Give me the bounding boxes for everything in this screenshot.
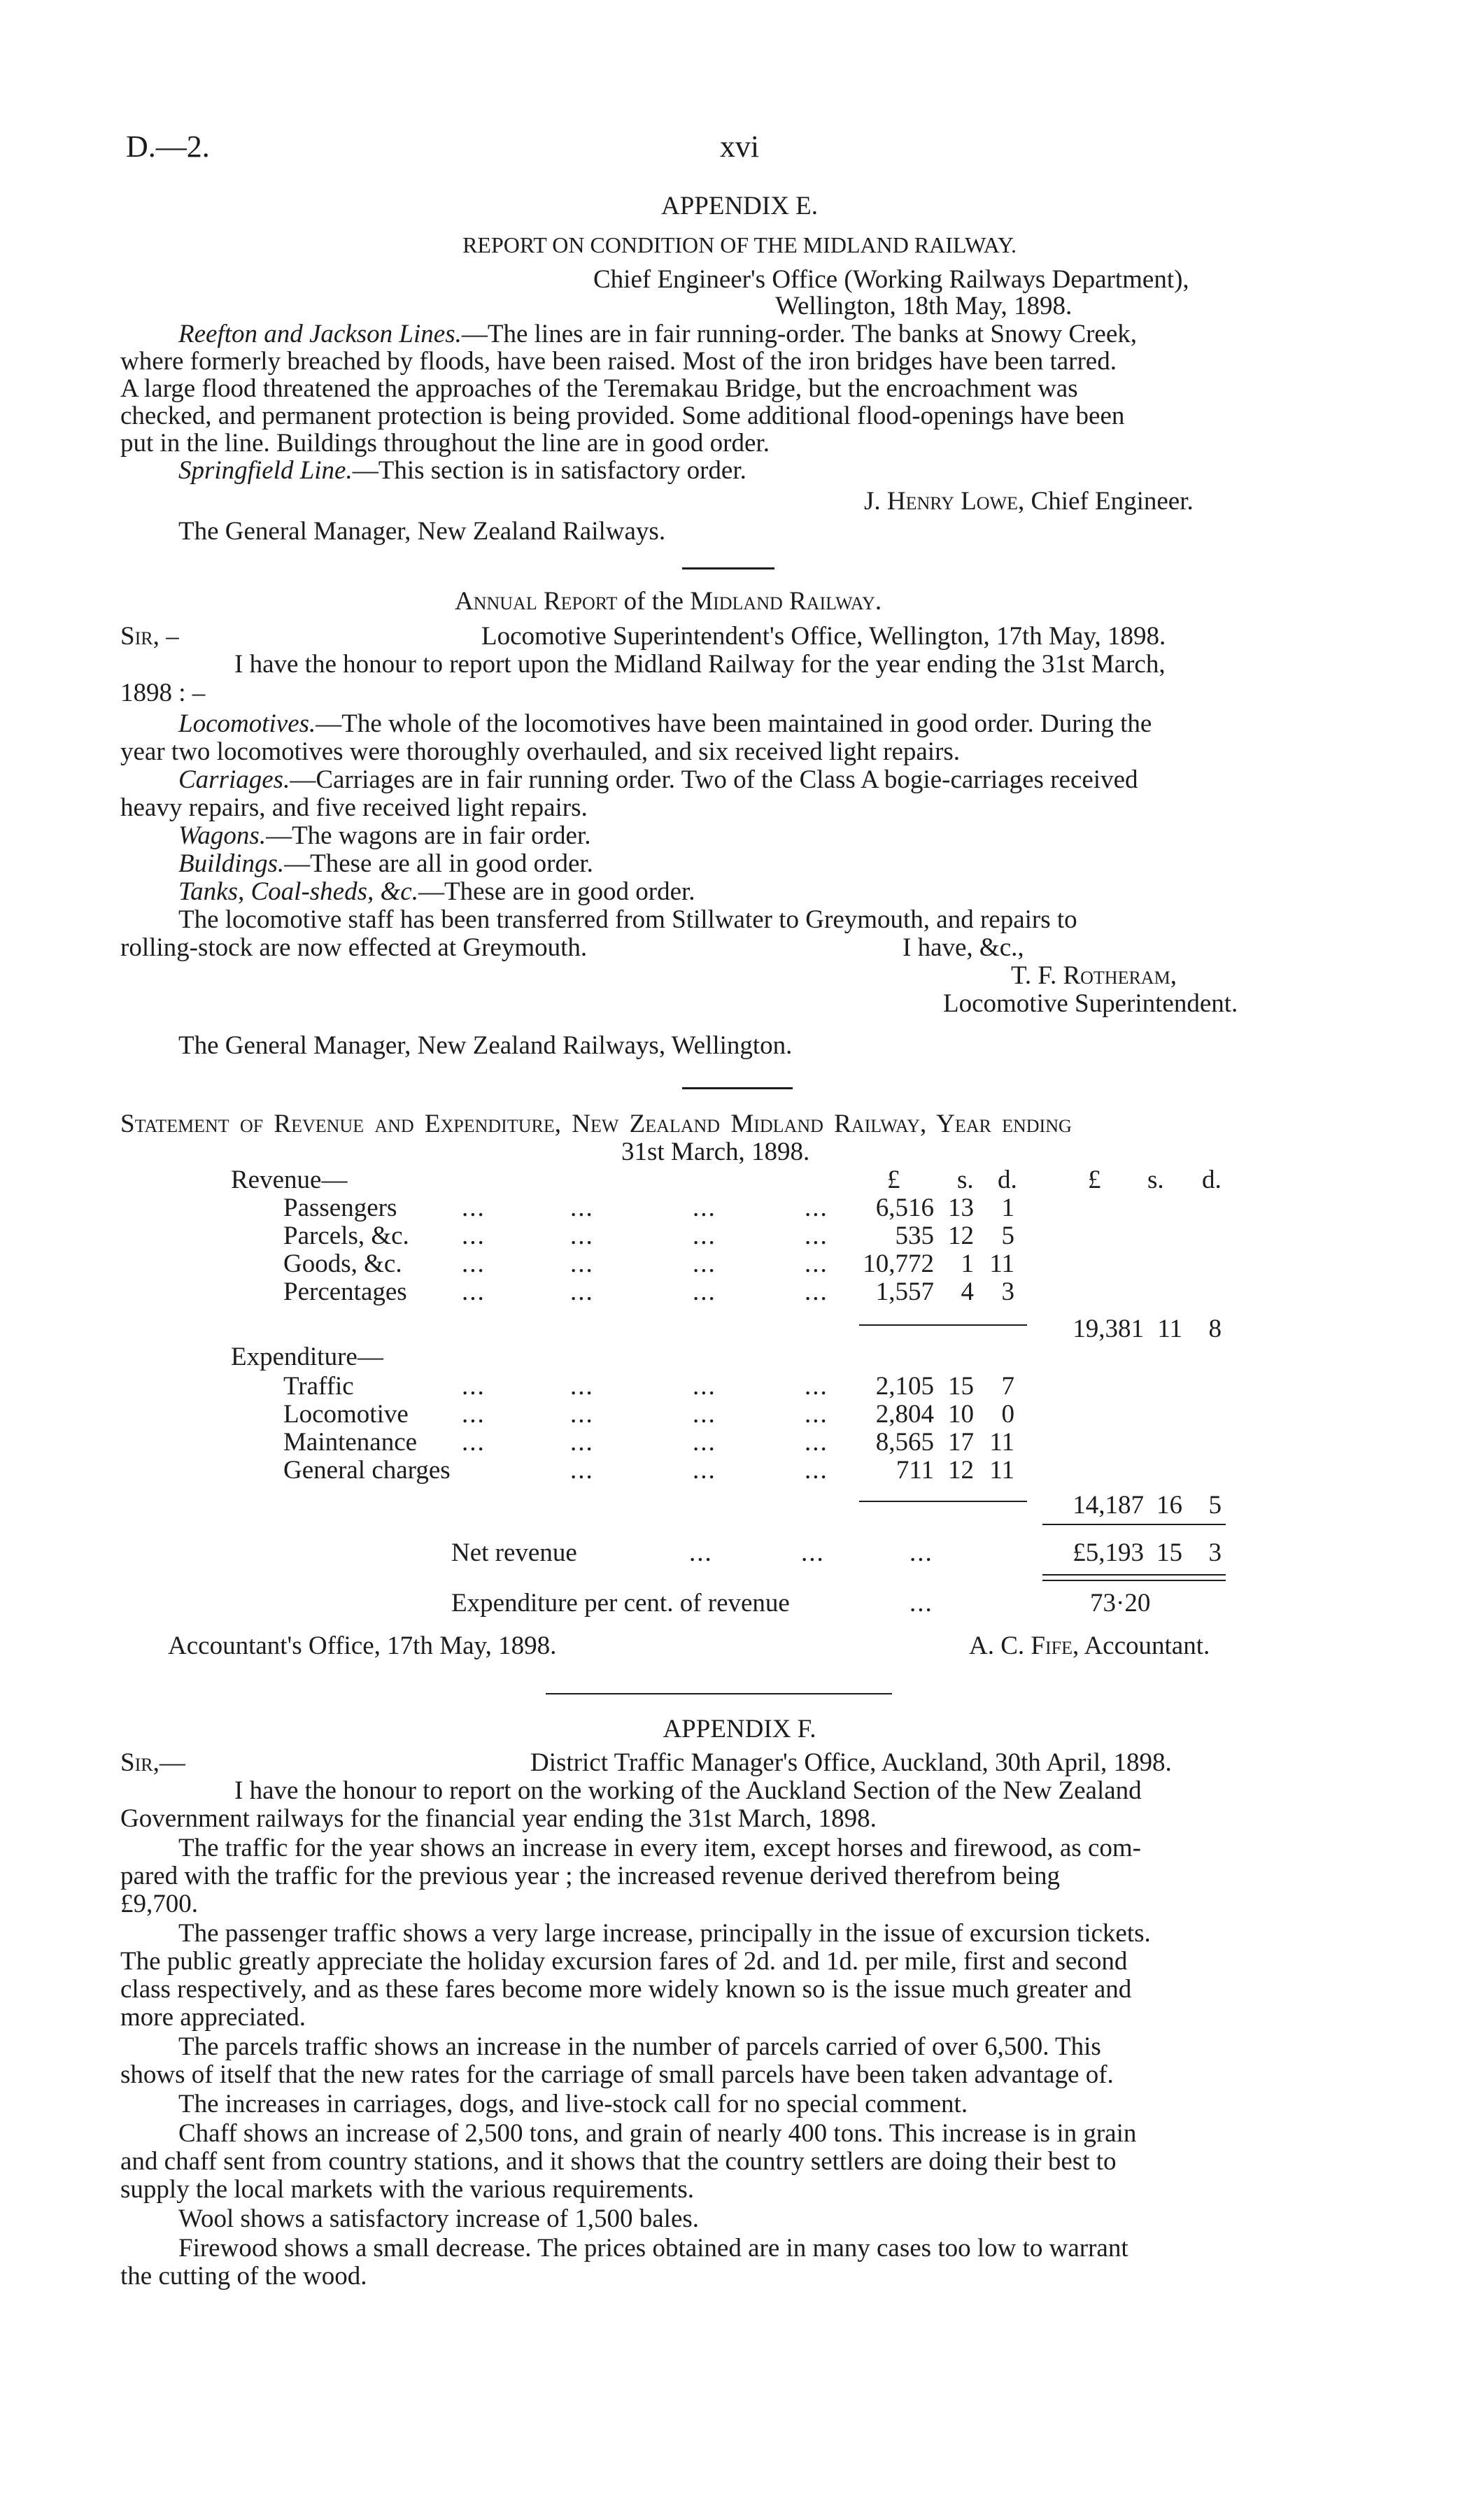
page-code: D.—2.	[126, 129, 210, 164]
appendix-e-para1-line5: put in the line. Buildings throughout the line are in good order.	[120, 429, 770, 458]
locomotives-para-line2: year two locomotives were thoroughly overhauled, and six received light repairs.	[120, 737, 961, 766]
annual-report-intro-line1: I have the honour to report upon the Midland Railway for the year ending the 31st March,	[234, 650, 1166, 679]
staff-para-line2: rolling-stock are now effected at Greymouth.	[120, 933, 588, 962]
appendix-e-office: Chief Engineer's Office (Working Railways Department),	[593, 265, 1189, 294]
statement-footer-right: A. C. Fife, Accountant.	[969, 1631, 1210, 1660]
statement-title-line2: 31st March, 1898.	[621, 1138, 810, 1166]
appendix-e-subtitle: REPORT ON CONDITION OF THE MIDLAND RAILWAY.	[462, 232, 1017, 257]
appendix-f-line: The passenger traffic shows a very large increase, principally in the issue of excursion tickets.	[178, 1919, 1151, 1948]
divider	[546, 1693, 892, 1694]
appendix-e-para2: Springfield Line.—This section is in satisfactory order.	[178, 456, 746, 485]
appendix-f-line: The traffic for the year shows an increase in every item, except horses and firewood, as com-	[178, 1834, 1141, 1862]
appendix-f-line: shows of itself that the new rates for the carriage of small parcels have been taken advantage of.	[120, 2060, 1114, 2089]
appendix-f-line: Chaff shows an increase of 2,500 tons, and grain of nearly 400 tons. This increase is in grain	[178, 2119, 1137, 2148]
divider	[682, 1087, 793, 1089]
divider	[682, 567, 774, 569]
col-pound-1: £	[887, 1166, 900, 1194]
carriages-para-line2: heavy repairs, and five received light repairs.	[120, 793, 588, 822]
reefton-label: Reefton and Jackson Lines.	[178, 320, 462, 348]
revenue-heading: Revenue—	[231, 1166, 348, 1194]
appendix-f-line: the cutting of the wood.	[120, 2262, 367, 2291]
col-pound-2: £	[1088, 1166, 1101, 1194]
annual-report-signature-name: T. F. Rotheram,	[1011, 961, 1177, 990]
appendix-f-line: pared with the traffic for the previous year ; the increased revenue derived therefrom being	[120, 1862, 1061, 1890]
buildings-para: Buildings.—These are all in good order.	[178, 849, 593, 878]
annual-report-addressee: The General Manager, New Zealand Railways, Wellington.	[178, 1031, 793, 1060]
tanks-para: Tanks, Coal-sheds, &c.—These are in good order.	[178, 877, 695, 906]
annual-report-closing: I have, &c.,	[903, 933, 1024, 962]
expenditure-subtotal-rule	[859, 1501, 1027, 1502]
appendix-e-title: APPENDIX E.	[660, 192, 819, 220]
appendix-f-office: District Traffic Manager's Office, Auckland, 30th April, 1898.	[530, 1748, 1172, 1777]
appendix-f-line: Firewood shows a small decrease. The prices obtained are in many cases too low to warrant	[178, 2234, 1128, 2263]
double-rule-bottom	[1042, 1580, 1226, 1581]
annual-report-intro-line2: 1898 : –	[120, 679, 206, 707]
appendix-f-line: supply the local markets with the various requirements.	[120, 2175, 694, 2204]
wagons-para: Wagons.—The wagons are in fair order.	[178, 821, 591, 850]
appendix-f-line: The parcels traffic shows an increase in the number of parcels carried of over 6,500. This	[178, 2032, 1101, 2061]
appendix-f-line: class respectively, and as these fares become more widely known so is the issue much greater and	[120, 1975, 1132, 2004]
col-shillings-2: s.	[1147, 1166, 1164, 1194]
springfield-label: Springfield Line.	[178, 456, 353, 485]
appendix-f-line: Government railways for the financial year ending the 31st March, 1898.	[120, 1804, 877, 1833]
staff-para-line1: The locomotive staff has been transferred from Stillwater to Greymouth, and repairs to	[178, 905, 1077, 934]
appendix-f-line: Wool shows a satisfactory increase of 1,500 bales.	[178, 2204, 700, 2233]
locomotives-para-line1: Locomotives.—The whole of the locomotives have been maintained in good order. During the	[178, 709, 1152, 738]
statement-footer-left: Accountant's Office, 17th May, 1898.	[168, 1631, 557, 1660]
appendix-e-para1-line1: Reefton and Jackson Lines.—The lines are in fair running-order. The banks at Snowy Creek,	[178, 320, 1138, 348]
appendix-e-para1-line2: where formerly breached by floods, have been raised. Most of the iron bridges have been tarred.	[120, 347, 1117, 376]
page-number: xvi	[719, 129, 760, 164]
revenue-subtotal-rule	[859, 1324, 1027, 1326]
appendix-e-date: Wellington, 18th May, 1898.	[775, 292, 1073, 320]
appendix-e-para1-line3: A large flood threatened the approaches of the Teremakau Bridge, but the encroachment was	[120, 374, 1078, 403]
double-rule-top	[1042, 1574, 1226, 1576]
carriages-para-line1: Carriages.—Carriages are in fair running order. Two of the Class A bogie-carriages received	[178, 765, 1138, 794]
col-pence-2: d.	[1202, 1166, 1222, 1194]
appendix-e-addressee: The General Manager, New Zealand Railways.	[178, 517, 666, 546]
net-revenue-rule	[1042, 1524, 1226, 1525]
statement-title-line1: Statement of Revenue and Expenditure, New Zealand Midland Railway, Year ending	[120, 1110, 1072, 1138]
appendix-e-para1-line4: checked, and permanent protection is being provided. Some additional flood-openings have been	[120, 402, 1125, 430]
appendix-e-signature: J. Henry Lowe, Chief Engineer.	[864, 487, 1194, 516]
appendix-f-line: £9,700.	[120, 1890, 198, 1918]
annual-report-title: Annual Report of the Midland Railway.	[455, 587, 882, 616]
appendix-f-line: and chaff sent from country stations, and it shows that the country settlers are doing their best to	[120, 2147, 1117, 2176]
expenditure-heading: Expenditure—	[231, 1343, 383, 1371]
col-shillings-1: s.	[957, 1166, 974, 1194]
annual-report-office: Locomotive Superintendent's Office, Wellington, 17th May, 1898.	[481, 622, 1166, 651]
appendix-f-line: The public greatly appreciate the holiday excursion fares of 2d. and 1d. per mile, first and second	[120, 1947, 1128, 1976]
document-page: D.—2. xvi APPENDIX E. REPORT ON CONDITION OF THE MIDLAND RAILWAY. Chief Engineer's Office (Working Railways Department), Wellington, 18th May, 1898. Reefton and Jackson Lines.—The lines are in fair running-order. The banks at Snowy Creek, where formerly breached by floods, have been raised. Most of the iron bridges have been tarred. A large flood threatened the approaches of the Teremakau Bridge, but the encroachment was checked, and permanent protection is being provided. Some additional flood-openings have been put in the line. Buildings throughout the line are in good order. Springfield Line.—This section is in satisfactory order. J. Henry Lowe, Chief Engineer. The General Manager, New Zealand Railways. Annual Report of the Midland Railway. Sir, – Locomotive Superintendent's Office, Wellington, 17th May, 1898. I have the honour to report upon the Midland Railway for the year ending the 31st March, 1898 : – Locomotives.—The whole of the locomotives have been maintained in good order. During the year two locomotives were thoroughly overhauled, and six received light repairs. Carriages.—Carriages are in fair running order. Two of the Class A bogie-carriages received heavy repairs, and five received light repairs. Wagons.—The wagons are in fair order. Buildings.—These are all in good order. Tanks, Coal-sheds, &c.—These are in good order. The locomotive staff has been transferred from Stillwater to Greymouth, and repairs to rolling-stock are now effected at Greymouth. I have, &c., T. F. Rotheram, Locomotive Superintendent. The General Manager, New Zealand Railways, Wellington. Statement of Revenue and Expenditure, New Zealand Midland Railway, Year ending 31st March, 1898. Revenue— £ s. d. £ s. d. Passengers ... ... ... ... 6,516 13 1 Parcels, &c. ... ... ... ... 535 12 5 Goods, &c. ... ... ... ... 10,772 1 11 Percentages ... ... ... ... 1,557 4 3 19,381 11 8 Expenditure— Traffic ... ... ... ... 2,105 15 7 Locomotive ... ... ... ... 2,804 10 0 Maintenance ... ... ... ... 8,565 17 11 General charges ... ... ... 711 12 11 14,187 16 5 Net revenue ... ... ... £5,193 15 3 Expenditure per cent. of revenue ... 73·20 Accountant's Office, 17th May, 1898. A. C. Fife, Accountant. APPENDIX F. Sir,— District Traffic Manager's Office, Auckland, 30th April, 1898. I have the honour to report on the working of the Auckland Section of the New Zealand Government railways for the financial year ending the 31st March, 1898. The traffic for the year shows an increase in every item, except horses and firewood, as com- pared with the traffic for the previous year ; the increased revenue derived therefrom being £9,700. The passenger traffic shows a very large increase, principally in the issue of excursion tickets. The public greatly appreciate the holiday excursion fares of 2d. and 1d. per mile, first and second class respectively, and as these fares become more widely known so is the issue much greater and more appreciated. The parcels traffic shows an increase in the number of parcels carried of over 6,500. This shows of itself that the new rates for the carriage of small parcels have been taken advantage of. The increases in carriages, dogs, and live-stock call for no special comment. Chaff shows an increase of 2,500 tons, and grain of nearly 400 tons. This increase is in grain and chaff sent from country stations, and it shows that the country settlers are doing their best to supply the local markets with the various requirements. Wool shows a satisfactory increase of 1,500 bales. Firewood shows a small decrease. The prices obtained are in many cases too low to warrant the cutting of the wood.	[0, 0, 1479, 2520]
appendix-f-line: more appreciated.	[120, 2003, 306, 2032]
col-pence-1: d.	[998, 1166, 1017, 1194]
appendix-f-line: The increases in carriages, dogs, and live-stock call for no special comment.	[178, 2090, 968, 2118]
appendix-f-salutation: Sir,—	[120, 1748, 185, 1777]
annual-report-salutation: Sir, –	[120, 622, 179, 651]
appendix-f-title: APPENDIX F.	[663, 1715, 816, 1743]
annual-report-signature-title: Locomotive Superintendent.	[943, 989, 1238, 1018]
appendix-f-line: I have the honour to report on the working of the Auckland Section of the New Zealand	[234, 1776, 1142, 1805]
